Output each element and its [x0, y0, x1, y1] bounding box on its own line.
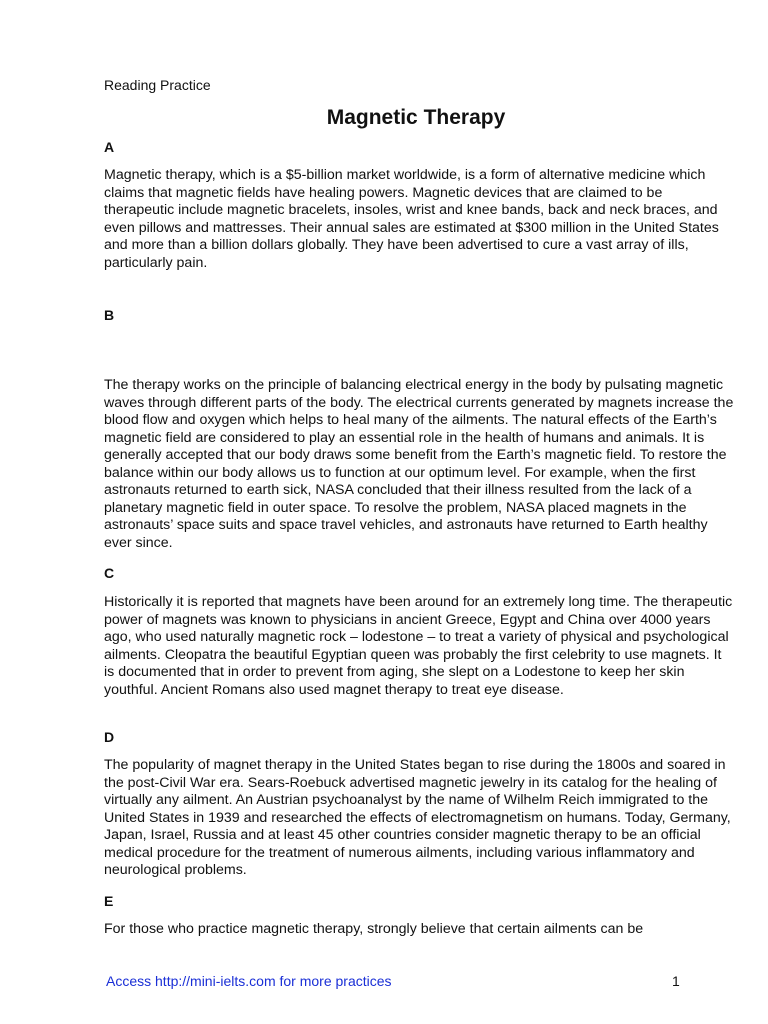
- page-number: 1: [672, 973, 680, 989]
- footer-link[interactable]: Access http://mini-ielts.com for more practices: [106, 973, 392, 989]
- section-letter-e: E: [104, 893, 114, 909]
- document-label: Reading Practice: [104, 77, 211, 93]
- section-paragraph-e: For those who practice magnetic therapy, strongly believe that certain ailments can be: [104, 921, 644, 937]
- section-letter-c: C: [104, 565, 115, 581]
- section-letter-b: B: [104, 307, 115, 323]
- section-paragraph-d: The popularity of magnet therapy in the United States began to rise during the 1800s and soared in the post-Civil War era. Sears-Roebuck advertised magnetic jewelry in its catalog for the healing of virtually any ailment. An Austrian psychoanalyst by the name of Wilhelm Reich immigrated to the United States in 1939 and researched the effects of electromagnetism on humans. Today, Germany, Japan, Israel, Russia and at least 45 other countries consider magnetic therapy to be an official medical procedure for the treatment of numerous ailments, including various inflammatory and neurological problems.: [104, 757, 731, 878]
- section-letter-d: D: [104, 729, 115, 745]
- section-letter-a: A: [104, 139, 115, 155]
- section-paragraph-a: Magnetic therapy, which is a $5-billion market worldwide, is a form of alternative medicine which claims that magnetic fields have healing powers. Magnetic devices that are claimed to be therapeutic include magnetic bracelets, insoles, wrist and knee bands, back and neck braces, and even pillows and mattresses. Their annual sales are estimated at $300 million in the United States and more than a billion dollars globally. They have been advertised to cure a vast array of ills, particularly pain.: [104, 167, 719, 271]
- document-title: Magnetic Therapy: [326, 106, 506, 129]
- section-paragraph-c: Historically it is reported that magnets have been around for an extremely long time. The therapeutic power of magnets was known to physicians in ancient Greece, Egypt and China over 4000 years ago, who used naturally magnetic rock – lodestone – to treat a variety of physical and psychological ailments. Cleopatra the beautiful Egyptian queen was probably the first celebrity to use magnets. It is documented that in order to prevent from aging, she slept on a Lodestone to keep her skin youthful. Ancient Romans also used magnet therapy to treat eye disease.: [104, 594, 733, 698]
- section-paragraph-b: The therapy works on the principle of balancing electrical energy in the body by pulsating magnetic waves through different parts of the body. The electrical currents generated by magnets increase the blood flow and oxygen which helps to heal many of the ailments. The natural effects of the Earth’s magnetic field are considered to play an essential role in the health of humans and animals. It is generally accepted that our body draws some benefit from the Earth’s magnetic field. To restore the balance within our body allows us to function at our optimum level. For example, when the first astronauts returned to earth sick, NASA concluded that their illness resulted from the lack of a planetary magnetic field in outer space. To resolve the problem, NASA placed magnets in the astronauts’ space suits and space travel vehicles, and astronauts have returned to Earth healthy ever since.: [104, 377, 734, 551]
